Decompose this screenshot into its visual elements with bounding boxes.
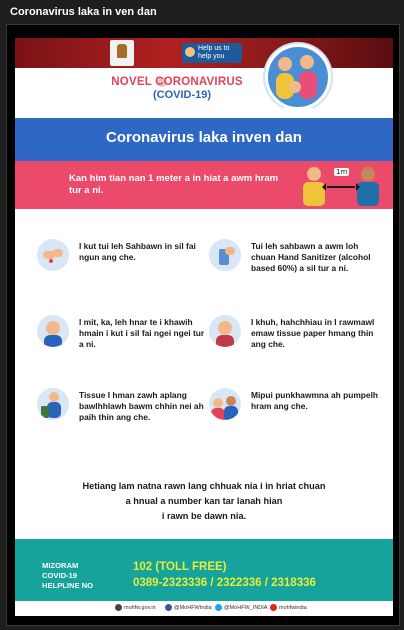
sanitizer-icon bbox=[209, 239, 241, 271]
sneeze-icon bbox=[209, 315, 241, 347]
distance-band bbox=[15, 161, 393, 209]
closing-message bbox=[35, 479, 373, 524]
closing-line-1: Hetiang lam natna rawn lang chhuak nia i in hriat chuan bbox=[82, 481, 326, 491]
tip-text: I kut tui leh Sahbawn in sil fai ngun ang che. bbox=[79, 241, 196, 262]
social-youtube[interactable]: mohfwindia bbox=[270, 604, 307, 611]
distance-label: 1m bbox=[336, 168, 348, 176]
main-title: Coronavirus laka inven dan bbox=[106, 129, 302, 146]
help-badge bbox=[182, 43, 242, 63]
phone-numbers: 0389-2323336 / 2322336 / 2318336 bbox=[133, 577, 316, 589]
help-badge-text: Help us to help you bbox=[198, 45, 230, 60]
helpline-label bbox=[42, 561, 93, 591]
header-band bbox=[15, 38, 393, 68]
helpline-label-covid: COVID-19 bbox=[42, 571, 78, 580]
social-website[interactable]: mohfw.gov.in bbox=[115, 604, 156, 611]
tip-text: I khuh, hahchhiau in I rawmawl emaw tissue paper hmang thin ang che. bbox=[251, 317, 375, 349]
closing-line-3: i rawn be dawn nia. bbox=[161, 511, 247, 521]
twitter-icon bbox=[215, 604, 222, 611]
distance-advice-text: Kan him tian nan 1 meter a in hiat a awm hram tur a ni. bbox=[69, 173, 279, 196]
image-frame bbox=[6, 24, 400, 626]
government-emblem-icon bbox=[110, 40, 134, 66]
helping-hand-icon bbox=[185, 47, 195, 57]
title-band bbox=[15, 118, 393, 161]
tip-text: I mit, ka, leh hnar te i khawih hmain i kut i sil fai ngei ngei tur a ni. bbox=[79, 317, 205, 349]
white-stripe bbox=[15, 108, 393, 118]
helpline-label-state: MIZORAM bbox=[42, 561, 79, 570]
closing-line-2: a hnual a number kan tar lanah hian bbox=[125, 496, 283, 506]
helpline-label-no: HELPLINE NO bbox=[42, 581, 94, 590]
globe-icon bbox=[115, 604, 122, 611]
helpline-numbers bbox=[133, 559, 316, 591]
novel-coronavirus-title: NOVEL CORONAVIRUS bbox=[111, 76, 243, 88]
tip-text: Tissue I hman zawh aplang bawlhhlawh bawm chhin nei ah paih thin ang che. bbox=[79, 390, 204, 422]
crowd-icon bbox=[209, 388, 241, 420]
social-facebook[interactable]: @MoHFWIndia bbox=[165, 604, 212, 611]
hand-wash-icon bbox=[37, 239, 69, 271]
helpline-band bbox=[15, 539, 393, 601]
social-footer bbox=[15, 601, 393, 616]
facebook-icon bbox=[165, 604, 172, 611]
bin-icon bbox=[37, 388, 69, 420]
double-arrow-icon bbox=[327, 186, 355, 188]
covid-subtitle: (COVID-19) bbox=[152, 89, 212, 101]
face-touch-icon bbox=[37, 315, 69, 347]
window-title: Coronavirus laka in ven dan bbox=[10, 6, 157, 18]
covid-poster bbox=[15, 38, 393, 616]
tip-text: Mipui punkhawmna ah pumpelh hram ang che. bbox=[251, 390, 379, 411]
social-twitter[interactable]: @MoHFW_INDIA bbox=[215, 604, 267, 611]
family-illustration-icon bbox=[265, 44, 331, 110]
toll-free-number: 102 (TOLL FREE) bbox=[133, 561, 227, 573]
tip-text: Tui leh sahbawn a awm loh chuan Hand Sanitizer (alcohol based 60%) a sil tur a ni. bbox=[251, 241, 371, 273]
youtube-icon bbox=[270, 604, 277, 611]
